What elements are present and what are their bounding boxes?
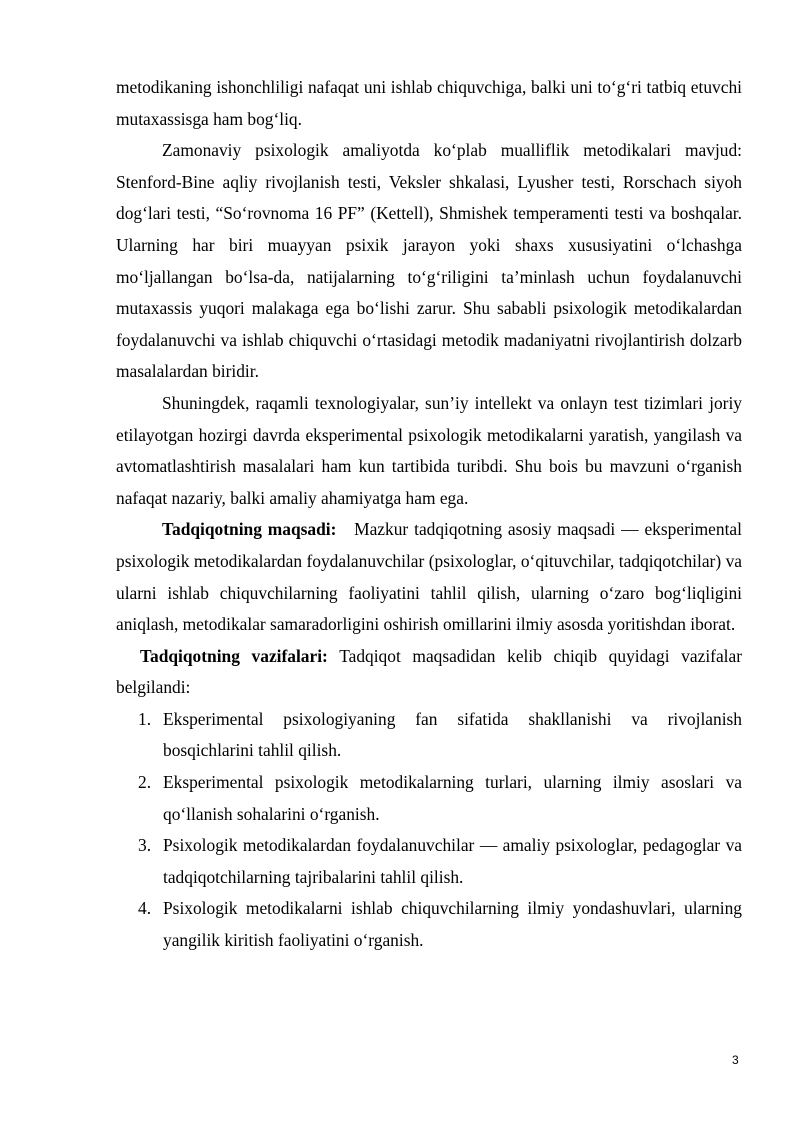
list-item (116, 704, 742, 767)
paragraph-continuation: metodikaning ishonchliligi nafaqat uni ishlab chiquvchiga, balki uni to‘g‘ri tatbiq etuvchi mutaxassisga ham bog‘liq. (116, 77, 742, 129)
document-page (116, 72, 742, 957)
list-item-text: Eksperimental psixologik metodikalarning turlari, ularning ilmiy asoslari va qo‘llanish sohalarini o‘rganish. (163, 772, 742, 824)
list-item-text: Psixologik metodikalardan foydalanuvchilar — amaliy psixologlar, pedagoglar va tadqiqotchilarning tajribalarini tahlil qilish. (163, 835, 742, 887)
list-item-number: 1. (138, 708, 152, 729)
list-item (116, 830, 742, 893)
list-item-number: 4. (138, 898, 152, 919)
list-item-number: 2. (138, 772, 152, 793)
task-list (116, 704, 742, 957)
list-item-number: 3. (138, 835, 152, 856)
tasks-heading: Tadqiqotning vazifalari: (140, 645, 328, 666)
paragraph-goal (116, 514, 742, 640)
list-item (116, 767, 742, 830)
list-item-text: Psixologik metodikalarni ishlab chiquvchilarning ilmiy yondashuvlari, ularning yangilik kiritish faoliyatini o‘rganish. (163, 898, 742, 951)
paragraph-methods: Zamonaviy psixologik amaliyotda ko‘plab mualliflik metodikalari mavjud: Stenford-Bine aqliy rivojlanish testi, Veksler shkalasi, Lyusher testi, Rorschach siyoh dog‘lari testi, “So‘rovnoma 16 PF” (Kettell), Shmishek temperamenti testi va boshqalar. Ularning har biri muayyan psixik jarayon yoki shaxs xususiyatini o‘lchashga mo‘ljallangan bo‘lsa-da, natijalarning to‘g‘riligini ta’minlash uchun foydalanuvchi mutaxassis yuqori malakaga ega bo‘lishi zarur. Shu sababli psixologik metodikalardan foydalanuvchi va ishlab chiquvchi o‘rtasidagi metodik madaniyatni rivojlantirish dolzarb masalalardan biridir. (116, 140, 742, 382)
tasks-intro: Tadqiqot maqsadidan kelib chiqib quyidagi vazifalar belgilandi: (116, 645, 742, 698)
list-item (116, 893, 742, 956)
paragraph-tasks (116, 641, 742, 704)
list-item-text: Eksperimental psixologiyaning fan sifatida shakllanishi va rivojlanish bosqichlarini tahlil qilish. (163, 708, 742, 761)
page-number: 3 (732, 1053, 739, 1067)
goal-text: Mazkur tadqiqotning asosiy maqsadi — eksperimental psixologik metodikalardan foydalanuvchilar (psixologlar, o‘qituvchilar, tadqiqotchilar) va ularni ishlab chiquvchilarning faoliyatini tahlil qilish, ularning o‘zaro bog‘liqligini aniqlash, metodikalar samaradorligini oshirish omillarini ilmiy asosda yoritishdan iborat. (116, 519, 742, 635)
goal-heading: Tadqiqotning maqsadi: (162, 519, 337, 540)
paragraph-technology: Shuningdek, raqamli texnologiyalar, sun’iy intellekt va onlayn test tizimlari joriy etilayotgan hozirgi davrda eksperimental psixologik metodikalarni yaratish, yangilash va avtomatlashtirish masalalari ham kun tartibida turibdi. Shu bois bu mavzuni o‘rganish nafaqat nazariy, balki amaliy ahamiyatga ham ega. (116, 392, 742, 508)
